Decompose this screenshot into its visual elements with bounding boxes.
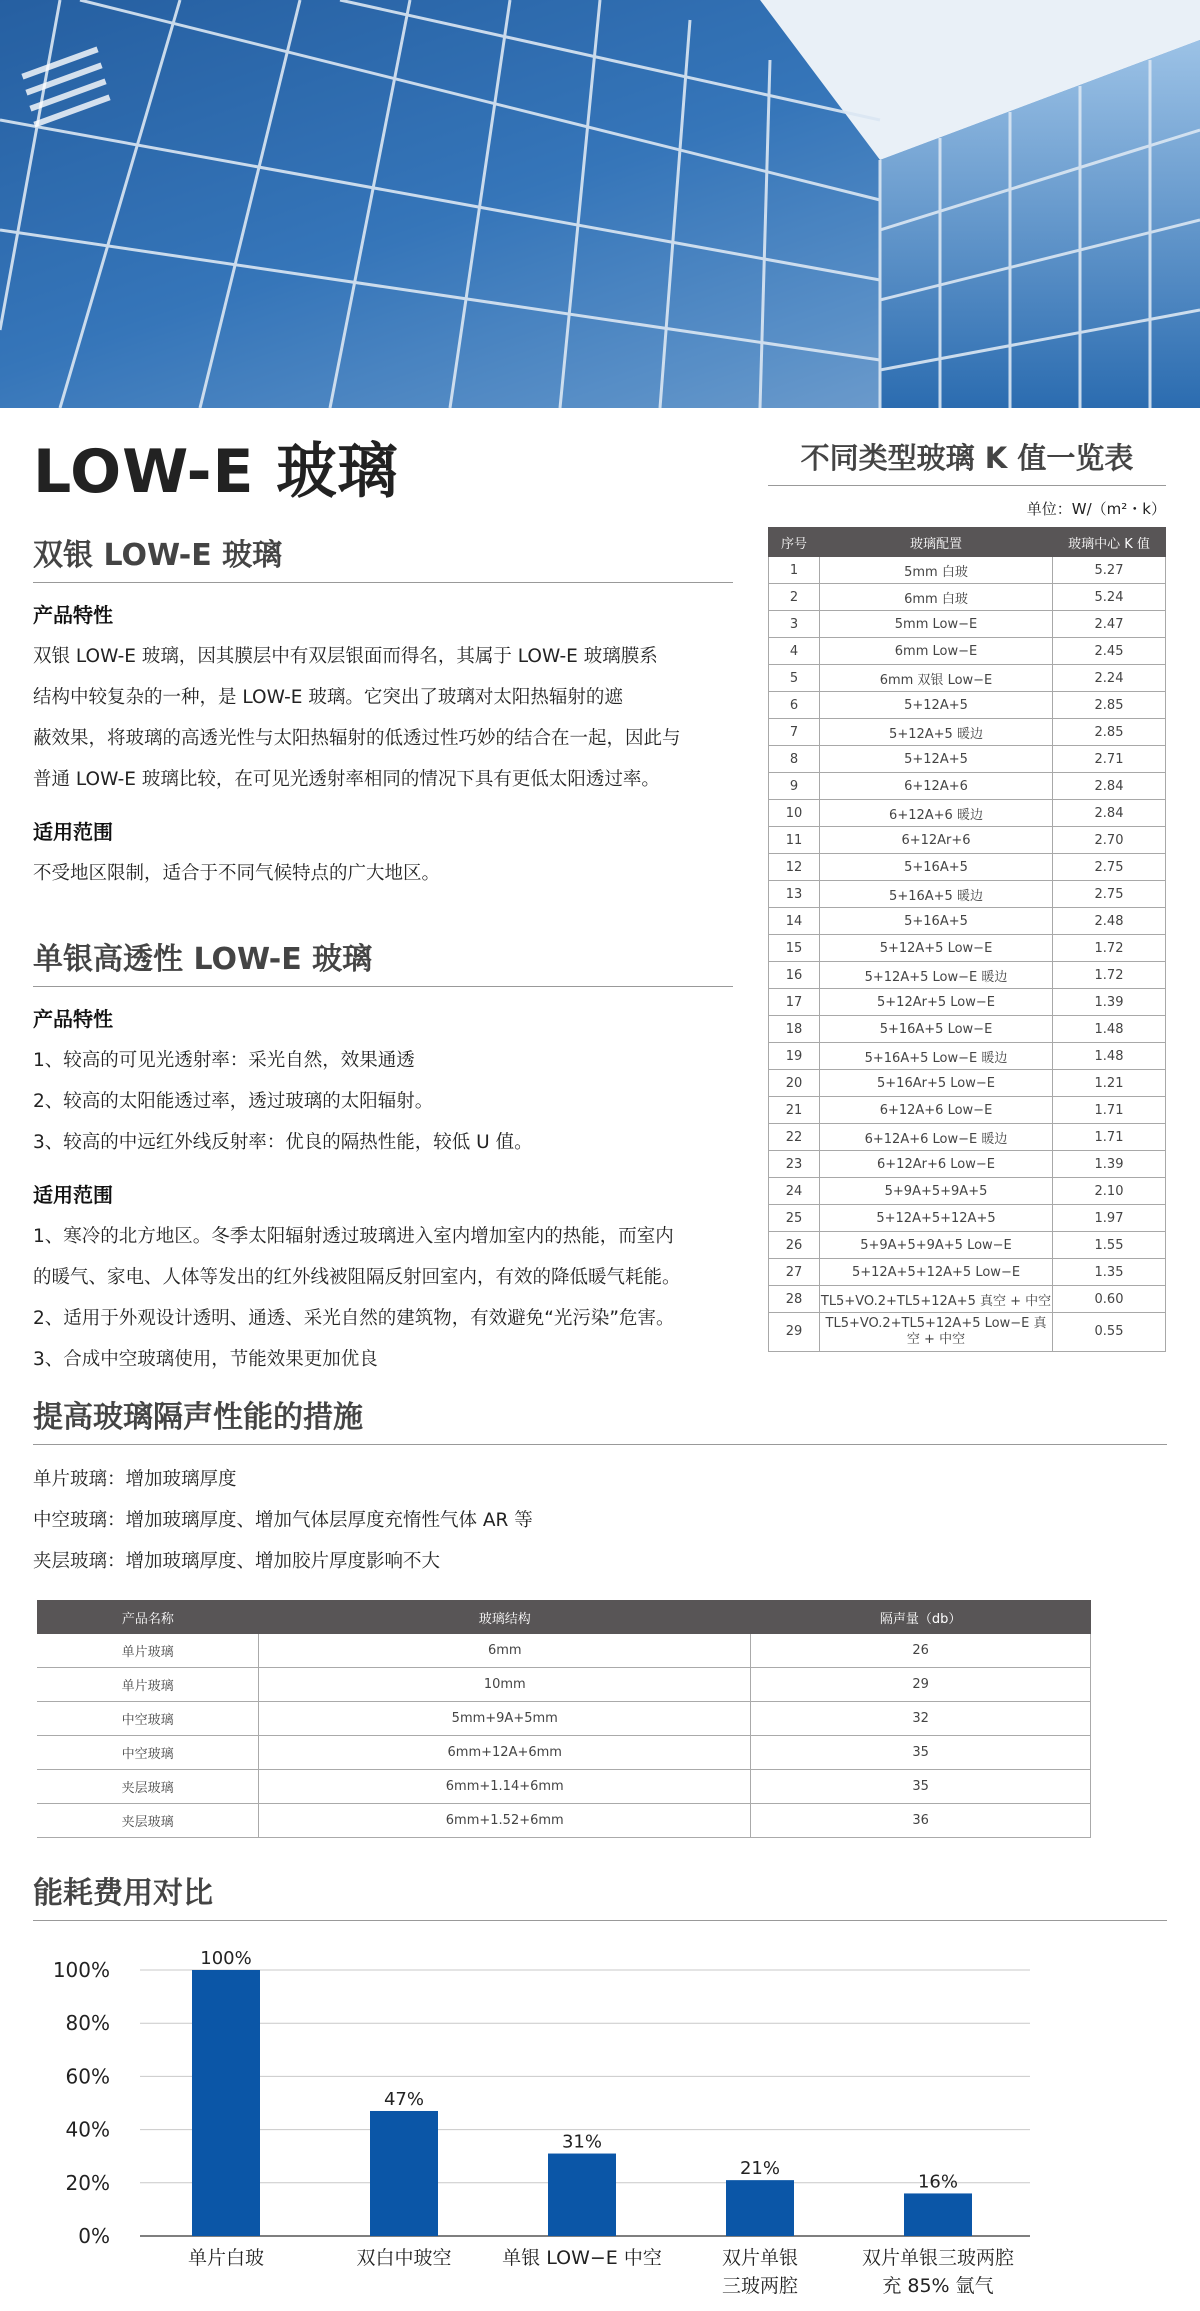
- table-cell: 2.47: [1053, 611, 1166, 638]
- hero-image: [0, 0, 1200, 408]
- category-label: 三玻两腔: [721, 2275, 799, 2297]
- table-cell: 5+12A+5+12A+5 Low−E: [820, 1259, 1053, 1286]
- table-cell: 1.71: [1053, 1097, 1166, 1124]
- column-header: 产品名称: [37, 1600, 259, 1634]
- table-cell: 10: [769, 800, 820, 827]
- table-cell: 1.72: [1053, 935, 1166, 962]
- category-label: 单银 LOW−E 中空: [502, 2247, 662, 2269]
- table-cell: 2.85: [1053, 692, 1166, 719]
- y-tick-label: 80%: [65, 2011, 110, 2036]
- table-row: [769, 611, 1166, 638]
- table-cell: 27: [769, 1259, 820, 1286]
- table-row: [769, 800, 1166, 827]
- table-cell: 35: [751, 1736, 1091, 1770]
- table-cell: 5+12A+5: [820, 746, 1053, 773]
- table-cell: 夹层玻璃: [37, 1804, 259, 1838]
- table-cell: 4: [769, 638, 820, 665]
- table-row: [769, 1286, 1166, 1313]
- table-row: [769, 638, 1166, 665]
- table-cell: 26: [769, 1232, 820, 1259]
- y-tick-label: 60%: [65, 2064, 110, 2089]
- left-column: [33, 530, 733, 1380]
- table-row: [769, 1259, 1166, 1286]
- table-cell: 6mm Low−E: [820, 638, 1053, 665]
- table-cell: 2.75: [1053, 881, 1166, 908]
- single-silver-section: [33, 934, 733, 1380]
- table-cell: 5.27: [1053, 557, 1166, 584]
- table-row: [769, 746, 1166, 773]
- table-cell: 2.85: [1053, 719, 1166, 746]
- table-cell: 5+12A+5 Low−E 暖边: [820, 962, 1053, 989]
- table-cell: 5+16A+5 暖边: [820, 881, 1053, 908]
- category-label: 充 85% 氩气: [882, 2275, 994, 2297]
- table-cell: 5+12Ar+5 Low−E: [820, 989, 1053, 1016]
- table-row: [769, 1151, 1166, 1178]
- table-cell: TL5+VO.2+TL5+12A+5 真空 + 中空: [820, 1286, 1053, 1313]
- table-row: [37, 1770, 1091, 1804]
- table-cell: 夹层玻璃: [37, 1770, 259, 1804]
- table-row: [769, 665, 1166, 692]
- table-cell: 10mm: [259, 1668, 751, 1702]
- k-value-panel: [768, 436, 1166, 1352]
- table-cell: 5+16A+5: [820, 854, 1053, 881]
- table-row: [37, 1804, 1091, 1838]
- data-label: 31%: [561, 2131, 603, 2153]
- table-row: [769, 1070, 1166, 1097]
- table-cell: 1.97: [1053, 1205, 1166, 1232]
- table-cell: 2.48: [1053, 908, 1166, 935]
- table-cell: 7: [769, 719, 820, 746]
- table-row: [769, 1124, 1166, 1151]
- category-label: 双白中玻空: [356, 2247, 452, 2269]
- y-tick-label: 100%: [52, 1958, 110, 1982]
- table-cell: 6: [769, 692, 820, 719]
- feature-label: 产品特性: [33, 1007, 113, 1031]
- scope-label: 适用范围: [33, 1183, 113, 1207]
- table-cell: 1: [769, 557, 820, 584]
- table-cell: 单片玻璃: [37, 1634, 259, 1668]
- table-cell: 中空玻璃: [37, 1736, 259, 1770]
- table-cell: 5+9A+5+9A+5 Low−E: [820, 1232, 1053, 1259]
- table-cell: 0.55: [1053, 1313, 1166, 1352]
- sound-insulation-section: [33, 1392, 1167, 1582]
- table-cell: 29: [751, 1668, 1091, 1702]
- table-row: [769, 1043, 1166, 1070]
- table-row: [37, 1668, 1091, 1702]
- table-cell: 6mm+1.52+6mm: [259, 1804, 751, 1838]
- k-table-unit: 单位：W/（m²・k）: [1026, 500, 1166, 518]
- table-row: [769, 908, 1166, 935]
- y-tick-label: 20%: [65, 2170, 110, 2195]
- table-cell: 1.71: [1053, 1124, 1166, 1151]
- table-cell: 35: [751, 1770, 1091, 1804]
- feature-item: 2、较高的太阳能透过率，透过玻璃的太阳辐射。: [33, 1091, 434, 1112]
- feature-label: 产品特性: [33, 603, 113, 627]
- table-cell: 5.24: [1053, 584, 1166, 611]
- table-cell: 2.10: [1053, 1178, 1166, 1205]
- table-cell: 28: [769, 1286, 820, 1313]
- table-cell: 2.24: [1053, 665, 1166, 692]
- bar: [548, 2154, 616, 2236]
- table-cell: 5mm+9A+5mm: [259, 1702, 751, 1736]
- table-cell: 1.72: [1053, 962, 1166, 989]
- column-header: 玻璃配置: [820, 528, 1053, 557]
- table-cell: 2.75: [1053, 854, 1166, 881]
- column-header: 序号: [769, 528, 820, 557]
- table-cell: 单片玻璃: [37, 1668, 259, 1702]
- table-cell: 6+12Ar+6: [820, 827, 1053, 854]
- table-cell: 6mm+1.14+6mm: [259, 1770, 751, 1804]
- table-cell: 15: [769, 935, 820, 962]
- table-cell: 25: [769, 1205, 820, 1232]
- section-heading-single-silver: 单银高透性 LOW-E 玻璃: [33, 934, 733, 987]
- k-value-table: [768, 527, 1166, 1352]
- data-label: 100%: [200, 1948, 252, 1969]
- table-cell: 19: [769, 1043, 820, 1070]
- measure-line: 中空玻璃：增加玻璃厚度、增加气体层厚度充惰性气体 AR 等: [33, 1510, 533, 1531]
- table-header-row: [37, 1600, 1091, 1634]
- table-header-row: [769, 528, 1166, 557]
- table-cell: 2: [769, 584, 820, 611]
- section-heading-double-silver: 双银 LOW-E 玻璃: [33, 530, 733, 583]
- table-row: [769, 1232, 1166, 1259]
- table-cell: 21: [769, 1097, 820, 1124]
- table-cell: 2.84: [1053, 800, 1166, 827]
- table-cell: 0.60: [1053, 1286, 1166, 1313]
- table-row: [769, 1205, 1166, 1232]
- scope-label: 适用范围: [33, 820, 113, 844]
- table-cell: 13: [769, 881, 820, 908]
- table-cell: 29: [769, 1313, 820, 1352]
- glass-building-image: [0, 0, 1200, 408]
- table-row: [769, 827, 1166, 854]
- table-cell: 18: [769, 1016, 820, 1043]
- data-label: 16%: [917, 2171, 959, 2193]
- table-row: [37, 1634, 1091, 1668]
- table-cell: 6+12Ar+6 Low−E: [820, 1151, 1053, 1178]
- table-row: [769, 773, 1166, 800]
- table-cell: 1.55: [1053, 1232, 1166, 1259]
- scope-item: 2、适用于外观设计透明、通透、采光自然的建筑物，有效避免“光污染”危害。: [33, 1308, 675, 1329]
- bar: [192, 1970, 260, 2236]
- table-cell: 6mm 白玻: [820, 584, 1053, 611]
- table-row: [769, 1016, 1166, 1043]
- table-cell: 2.84: [1053, 773, 1166, 800]
- table-row: [769, 557, 1166, 584]
- table-cell: 5+9A+5+9A+5: [820, 1178, 1053, 1205]
- measure-line: 夹层玻璃：增加玻璃厚度、增加胶片厚度影响不大: [33, 1551, 441, 1572]
- measure-line: 单片玻璃：增加玻璃厚度: [33, 1469, 237, 1490]
- table-cell: 6+12A+6 Low−E 暖边: [820, 1124, 1053, 1151]
- table-cell: 6mm: [259, 1634, 751, 1668]
- table-cell: 1.48: [1053, 1043, 1166, 1070]
- table-row: [37, 1702, 1091, 1736]
- table-cell: 5: [769, 665, 820, 692]
- table-cell: 2.70: [1053, 827, 1166, 854]
- table-cell: 26: [751, 1634, 1091, 1668]
- column-header: 隔声量（db）: [751, 1600, 1091, 1634]
- y-tick-label: 40%: [65, 2117, 110, 2142]
- table-cell: 8: [769, 746, 820, 773]
- bar: [904, 2193, 972, 2236]
- table-cell: 5mm 白玻: [820, 557, 1053, 584]
- table-row: [769, 1313, 1166, 1352]
- table-cell: 11: [769, 827, 820, 854]
- paragraph-line: 普通 LOW-E 玻璃比较，在可见光透射率相同的情况下具有更低太阳透过率。: [33, 769, 660, 790]
- k-table-title: 不同类型玻璃 K 值一览表: [768, 436, 1166, 486]
- table-row: [769, 935, 1166, 962]
- sound-table: [37, 1600, 1091, 1838]
- category-label: 双片单银三玻两腔: [861, 2247, 1015, 2269]
- table-cell: 5+16A+5: [820, 908, 1053, 935]
- bar: [726, 2180, 794, 2236]
- table-row: [769, 1097, 1166, 1124]
- table-cell: 20: [769, 1070, 820, 1097]
- table-cell: 17: [769, 989, 820, 1016]
- category-label: 单片白玻: [187, 2247, 265, 2269]
- table-cell: TL5+VO.2+TL5+12A+5 Low−E 真空 + 中空: [820, 1313, 1053, 1352]
- feature-item: 3、较高的中远红外线反射率：优良的隔热性能，较低 U 值。: [33, 1132, 533, 1153]
- table-row: [769, 881, 1166, 908]
- bar: [370, 2111, 438, 2236]
- paragraph-line: 蔽效果，将玻璃的高透光性与太阳热辐射的低透过性巧妙的结合在一起，因此与: [33, 728, 681, 749]
- energy-section: [33, 1868, 1167, 1921]
- table-cell: 14: [769, 908, 820, 935]
- table-cell: 1.48: [1053, 1016, 1166, 1043]
- column-header: 玻璃结构: [259, 1600, 751, 1634]
- table-cell: 24: [769, 1178, 820, 1205]
- table-cell: 16: [769, 962, 820, 989]
- table-cell: 23: [769, 1151, 820, 1178]
- table-cell: 6+12A+6: [820, 773, 1053, 800]
- table-cell: 6mm 双银 Low−E: [820, 665, 1053, 692]
- table-cell: 32: [751, 1702, 1091, 1736]
- table-row: [769, 584, 1166, 611]
- table-cell: 6mm+12A+6mm: [259, 1736, 751, 1770]
- scope-item: 1、寒冷的北方地区。冬季太阳辐射透过玻璃进入室内增加室内的热能，而室内: [33, 1226, 674, 1247]
- table-cell: 22: [769, 1124, 820, 1151]
- table-cell: 1.21: [1053, 1070, 1166, 1097]
- energy-bar-chart: [0, 1930, 1200, 2310]
- table-row: [769, 1178, 1166, 1205]
- table-row: [769, 719, 1166, 746]
- table-cell: 5+12A+5 暖边: [820, 719, 1053, 746]
- table-cell: 1.39: [1053, 1151, 1166, 1178]
- data-label: 47%: [383, 2088, 425, 2110]
- y-tick-label: 0%: [78, 2224, 110, 2248]
- table-cell: 5+16A+5 Low−E 暖边: [820, 1043, 1053, 1070]
- table-row: [769, 989, 1166, 1016]
- table-cell: 5mm Low−E: [820, 611, 1053, 638]
- page-title: LOW-E 玻璃: [33, 437, 399, 507]
- table-cell: 5+12A+5+12A+5: [820, 1205, 1053, 1232]
- table-cell: 36: [751, 1804, 1091, 1838]
- feature-item: 1、较高的可见光透射率：采光自然，效果通透: [33, 1050, 415, 1071]
- category-label: 双片单银: [721, 2247, 799, 2269]
- scope-text: 不受地区限制，适合于不同气候特点的广大地区。: [33, 863, 441, 884]
- sound-heading: 提高玻璃隔声性能的措施: [33, 1392, 1167, 1445]
- table-row: [37, 1736, 1091, 1770]
- table-row: [769, 854, 1166, 881]
- table-cell: 5+12A+5 Low−E: [820, 935, 1053, 962]
- table-cell: 2.71: [1053, 746, 1166, 773]
- table-cell: 中空玻璃: [37, 1702, 259, 1736]
- paragraph-line: 结构中较复杂的一种，是 LOW-E 玻璃。它突出了玻璃对太阳热辐射的遮: [33, 687, 623, 708]
- table-cell: 6+12A+6 暖边: [820, 800, 1053, 827]
- table-cell: 12: [769, 854, 820, 881]
- table-cell: 5+16Ar+5 Low−E: [820, 1070, 1053, 1097]
- column-header: 玻璃中心 K 值: [1053, 528, 1166, 557]
- table-cell: 3: [769, 611, 820, 638]
- table-row: [769, 962, 1166, 989]
- table-cell: 5+12A+5: [820, 692, 1053, 719]
- table-cell: 6+12A+6 Low−E: [820, 1097, 1053, 1124]
- energy-heading: 能耗费用对比: [33, 1868, 1167, 1921]
- table-row: [769, 692, 1166, 719]
- table-cell: 1.39: [1053, 989, 1166, 1016]
- feature-paragraph: [33, 636, 733, 800]
- paragraph-line: 双银 LOW-E 玻璃，因其膜层中有双层银面而得名，其属于 LOW-E 玻璃膜系: [33, 646, 658, 667]
- table-cell: 1.35: [1053, 1259, 1166, 1286]
- table-cell: 2.45: [1053, 638, 1166, 665]
- scope-item: 的暖气、家电、人体等发出的红外线被阻隔反射回室内，有效的降低暖气耗能。: [33, 1267, 681, 1288]
- scope-item: 3、合成中空玻璃使用，节能效果更加优良: [33, 1349, 378, 1370]
- data-label: 21%: [739, 2158, 781, 2180]
- table-cell: 9: [769, 773, 820, 800]
- table-cell: 5+16A+5 Low−E: [820, 1016, 1053, 1043]
